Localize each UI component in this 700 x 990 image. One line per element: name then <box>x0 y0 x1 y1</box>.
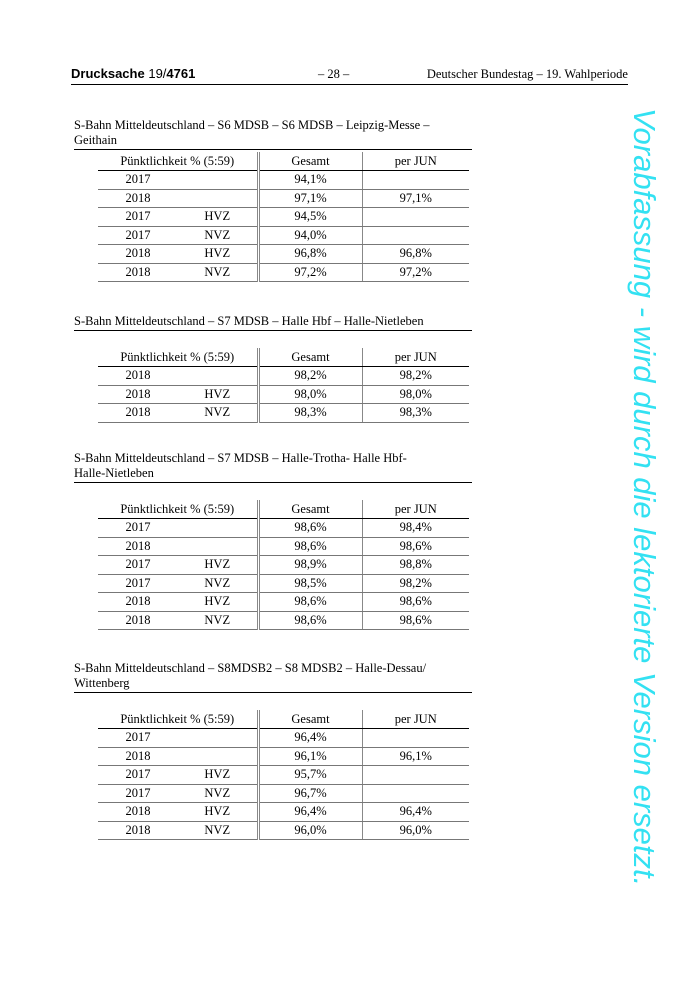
section-s7-nietleben <box>74 314 472 420</box>
cell-type <box>178 519 258 538</box>
cell-total: 96,0% <box>258 821 362 840</box>
section-title <box>74 661 472 693</box>
punctuality-table <box>98 348 469 423</box>
cell-jun: 98,6% <box>362 611 469 630</box>
cell-year: 2018 <box>98 611 178 630</box>
cell-year: 2017 <box>98 208 178 227</box>
table-row <box>98 821 469 840</box>
cell-year: 2017 <box>98 556 178 575</box>
col-header-total: Gesamt <box>258 348 362 367</box>
table-row <box>98 766 469 785</box>
section-title-line2: Wittenberg <box>74 676 130 690</box>
table-row <box>98 245 469 264</box>
cell-jun: 97,2% <box>362 263 469 282</box>
cell-type: NVZ <box>178 784 258 803</box>
cell-type: HVZ <box>178 593 258 612</box>
cell-type: HVZ <box>178 803 258 822</box>
cell-jun: 98,2% <box>362 574 469 593</box>
cell-type: HVZ <box>178 385 258 404</box>
table-row <box>98 747 469 766</box>
cell-type: HVZ <box>178 556 258 575</box>
col-header-punctuality: Pünktlichkeit % (5:59) <box>98 500 258 519</box>
cell-type: NVZ <box>178 821 258 840</box>
cell-total: 98,6% <box>258 611 362 630</box>
cell-jun: 98,6% <box>362 593 469 612</box>
table-row <box>98 784 469 803</box>
cell-year: 2018 <box>98 593 178 612</box>
table-row <box>98 611 469 630</box>
cell-year: 2018 <box>98 263 178 282</box>
table-row <box>98 574 469 593</box>
table-row <box>98 537 469 556</box>
section-s6 <box>74 118 472 279</box>
section-title <box>74 451 472 483</box>
section-title-line1: S-Bahn Mitteldeutschland – S6 MDSB – S6 MDSB – Leipzig-Messe – Geithain <box>74 118 430 147</box>
cell-year: 2018 <box>98 189 178 208</box>
cell-jun: 96,4% <box>362 803 469 822</box>
col-header-per-jun: per JUN <box>362 348 469 367</box>
cell-jun <box>362 208 469 227</box>
cell-year: 2017 <box>98 766 178 785</box>
cell-year: 2018 <box>98 367 178 386</box>
cell-jun: 98,3% <box>362 404 469 423</box>
cell-year: 2018 <box>98 537 178 556</box>
cell-type: HVZ <box>178 245 258 264</box>
cell-jun <box>362 784 469 803</box>
table-row <box>98 519 469 538</box>
cell-type: NVZ <box>178 611 258 630</box>
col-header-punctuality: Pünktlichkeit % (5:59) <box>98 348 258 367</box>
cell-year: 2017 <box>98 171 178 190</box>
cell-type <box>178 189 258 208</box>
section-title-line1: S-Bahn Mitteldeutschland – S7 MDSB – Halle-Trotha- Halle Hbf- <box>74 451 407 465</box>
cell-total: 94,0% <box>258 226 362 245</box>
cell-type: NVZ <box>178 226 258 245</box>
col-header-total: Gesamt <box>258 152 362 171</box>
cell-total: 98,5% <box>258 574 362 593</box>
cell-total: 97,1% <box>258 189 362 208</box>
section-title <box>74 314 472 331</box>
section-title-line1: S-Bahn Mitteldeutschland – S7 MDSB – Halle Hbf – Halle-Nietleben <box>74 314 424 328</box>
cell-jun: 96,1% <box>362 747 469 766</box>
cell-jun: 98,6% <box>362 537 469 556</box>
cell-total: 97,2% <box>258 263 362 282</box>
table-row <box>98 189 469 208</box>
table-row <box>98 367 469 386</box>
document-number-prefix: 19/ <box>148 66 167 81</box>
cell-type: NVZ <box>178 404 258 423</box>
cell-type: HVZ <box>178 208 258 227</box>
cell-year: 2018 <box>98 245 178 264</box>
cell-year: 2017 <box>98 784 178 803</box>
cell-type <box>178 729 258 748</box>
cell-total: 98,0% <box>258 385 362 404</box>
cell-year: 2018 <box>98 404 178 423</box>
cell-year: 2017 <box>98 226 178 245</box>
cell-jun <box>362 766 469 785</box>
section-title <box>74 118 472 150</box>
page-number: – 28 – <box>318 67 350 81</box>
cell-total: 96,1% <box>258 747 362 766</box>
document-number: 4761 <box>166 66 196 81</box>
cell-jun <box>362 171 469 190</box>
cell-year: 2018 <box>98 385 178 404</box>
cell-jun <box>362 729 469 748</box>
table-row <box>98 556 469 575</box>
cell-total: 98,6% <box>258 537 362 556</box>
draft-watermark: Vorabfassung - wird durch die lektorierte Version ersetzt. <box>627 108 662 887</box>
section-s8 <box>74 661 472 837</box>
cell-total: 96,8% <box>258 245 362 264</box>
cell-year: 2018 <box>98 821 178 840</box>
cell-type: HVZ <box>178 766 258 785</box>
section-s7-trotha <box>74 451 472 627</box>
cell-total: 94,1% <box>258 171 362 190</box>
table-row <box>98 404 469 423</box>
cell-type: NVZ <box>178 574 258 593</box>
table-row <box>98 803 469 822</box>
punctuality-table <box>98 152 469 282</box>
cell-type <box>178 171 258 190</box>
cell-total: 98,6% <box>258 519 362 538</box>
table-row <box>98 171 469 190</box>
col-header-punctuality: Pünktlichkeit % (5:59) <box>98 152 258 171</box>
section-title-line1: S-Bahn Mitteldeutschland – S8MDSB2 – S8 MDSB2 – Halle-Dessau/ <box>74 661 427 675</box>
document-label: Drucksache <box>71 66 145 81</box>
cell-jun: 98,2% <box>362 367 469 386</box>
cell-jun: 97,1% <box>362 189 469 208</box>
col-header-total: Gesamt <box>258 710 362 729</box>
cell-total: 95,7% <box>258 766 362 785</box>
cell-year: 2017 <box>98 519 178 538</box>
cell-jun <box>362 226 469 245</box>
table-header-row <box>98 500 469 519</box>
header-publisher: Deutscher Bundestag – 19. Wahlperiode <box>426 67 628 81</box>
col-header-per-jun: per JUN <box>362 500 469 519</box>
cell-total: 94,5% <box>258 208 362 227</box>
table-row <box>98 385 469 404</box>
table-row <box>98 208 469 227</box>
cell-total: 98,3% <box>258 404 362 423</box>
cell-type <box>178 747 258 766</box>
section-title-line2: Halle-Nietleben <box>74 466 154 480</box>
cell-total: 96,4% <box>258 803 362 822</box>
col-header-total: Gesamt <box>258 500 362 519</box>
table-header-row <box>98 710 469 729</box>
cell-total: 98,2% <box>258 367 362 386</box>
cell-total: 96,7% <box>258 784 362 803</box>
table-header-row <box>98 152 469 171</box>
cell-type: NVZ <box>178 263 258 282</box>
cell-total: 98,6% <box>258 593 362 612</box>
table-row <box>98 226 469 245</box>
col-header-punctuality: Pünktlichkeit % (5:59) <box>98 710 258 729</box>
cell-type <box>178 537 258 556</box>
table-row <box>98 729 469 748</box>
cell-jun: 98,4% <box>362 519 469 538</box>
cell-year: 2017 <box>98 729 178 748</box>
col-header-per-jun: per JUN <box>362 152 469 171</box>
punctuality-table <box>98 500 469 630</box>
cell-jun: 96,8% <box>362 245 469 264</box>
table-row <box>98 593 469 612</box>
table-header-row <box>98 348 469 367</box>
col-header-per-jun: per JUN <box>362 710 469 729</box>
cell-jun: 96,0% <box>362 821 469 840</box>
cell-year: 2018 <box>98 747 178 766</box>
cell-jun: 98,0% <box>362 385 469 404</box>
cell-jun: 98,8% <box>362 556 469 575</box>
cell-year: 2018 <box>98 803 178 822</box>
page-header <box>71 66 628 85</box>
cell-total: 98,9% <box>258 556 362 575</box>
punctuality-table <box>98 710 469 840</box>
table-row <box>98 263 469 282</box>
cell-type <box>178 367 258 386</box>
cell-year: 2017 <box>98 574 178 593</box>
cell-total: 96,4% <box>258 729 362 748</box>
document-id <box>71 66 195 81</box>
